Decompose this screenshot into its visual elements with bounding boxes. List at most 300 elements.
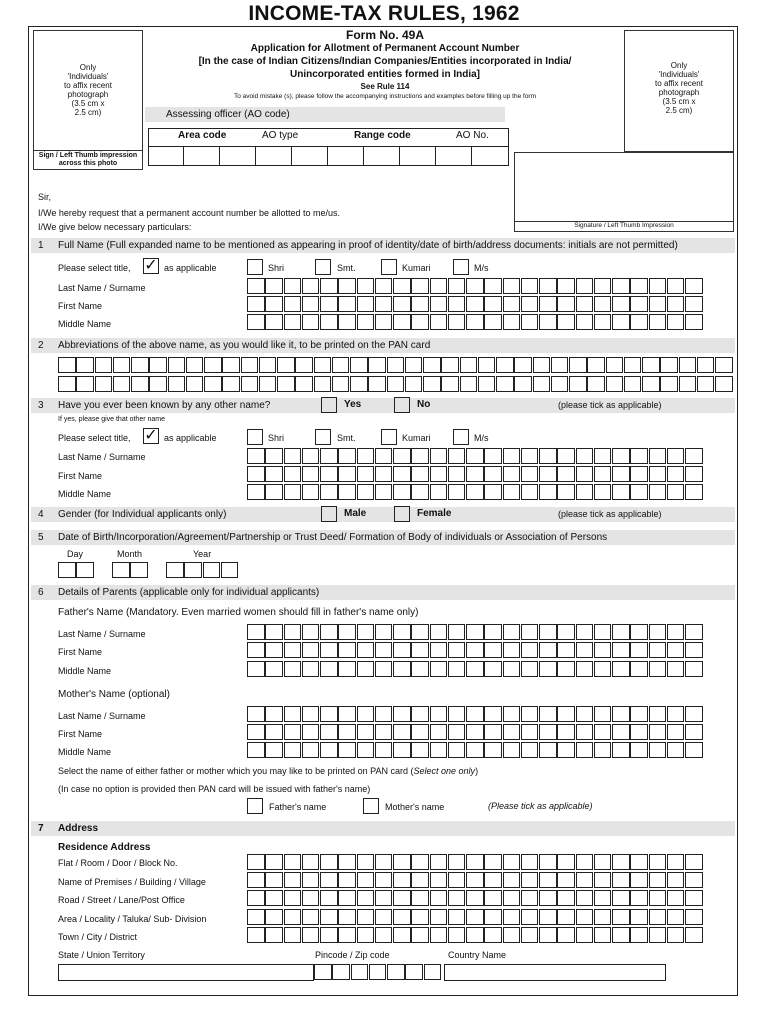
section7-premises-input[interactable] — [247, 872, 703, 888]
char-cell[interactable] — [203, 562, 221, 578]
char-cell[interactable] — [484, 642, 502, 658]
char-cell[interactable] — [612, 706, 630, 722]
char-cell[interactable] — [314, 964, 332, 980]
char-cell[interactable] — [430, 642, 448, 658]
char-cell[interactable] — [184, 562, 202, 578]
char-cell[interactable] — [369, 964, 387, 980]
char-cell[interactable] — [247, 927, 265, 943]
char-cell[interactable] — [594, 448, 612, 464]
char-cell[interactable] — [569, 376, 587, 392]
char-cell[interactable] — [484, 724, 502, 740]
char-cell[interactable] — [448, 706, 466, 722]
char-cell[interactable] — [557, 484, 575, 500]
char-cell[interactable] — [357, 724, 375, 740]
char-cell[interactable] — [375, 448, 393, 464]
char-cell[interactable] — [667, 642, 685, 658]
char-cell[interactable] — [685, 314, 703, 330]
char-cell[interactable] — [649, 854, 667, 870]
char-cell[interactable] — [265, 642, 283, 658]
char-cell[interactable] — [375, 927, 393, 943]
char-cell[interactable] — [393, 484, 411, 500]
char-cell[interactable] — [466, 296, 484, 312]
char-cell[interactable] — [204, 376, 222, 392]
ao-code-cell[interactable] — [184, 146, 220, 166]
char-cell[interactable] — [466, 872, 484, 888]
section6-father-middle-name-input[interactable] — [247, 661, 703, 677]
char-cell[interactable] — [302, 742, 320, 758]
char-cell[interactable] — [484, 278, 502, 294]
char-cell[interactable] — [265, 448, 283, 464]
char-cell[interactable] — [302, 466, 320, 482]
char-cell[interactable] — [667, 706, 685, 722]
char-cell[interactable] — [685, 742, 703, 758]
char-cell[interactable] — [113, 357, 131, 373]
char-cell[interactable] — [478, 376, 496, 392]
ao-code-cell[interactable] — [256, 146, 292, 166]
char-cell[interactable] — [357, 890, 375, 906]
section3-middle-name-input[interactable] — [247, 484, 703, 500]
char-cell[interactable] — [679, 376, 697, 392]
char-cell[interactable] — [484, 661, 502, 677]
char-cell[interactable] — [351, 964, 369, 980]
char-cell[interactable] — [521, 314, 539, 330]
char-cell[interactable] — [667, 890, 685, 906]
char-cell[interactable] — [503, 854, 521, 870]
char-cell[interactable] — [594, 927, 612, 943]
section6-fathers-name-checkbox[interactable] — [247, 798, 263, 814]
char-cell[interactable] — [594, 872, 612, 888]
char-cell[interactable] — [284, 890, 302, 906]
char-cell[interactable] — [222, 376, 240, 392]
char-cell[interactable] — [612, 296, 630, 312]
char-cell[interactable] — [642, 357, 660, 373]
char-cell[interactable] — [521, 927, 539, 943]
char-cell[interactable] — [557, 890, 575, 906]
char-cell[interactable] — [612, 624, 630, 640]
char-cell[interactable] — [557, 661, 575, 677]
char-cell[interactable] — [649, 642, 667, 658]
char-cell[interactable] — [612, 466, 630, 482]
char-cell[interactable] — [430, 890, 448, 906]
char-cell[interactable] — [430, 624, 448, 640]
section6-father-last-name-input[interactable] — [247, 624, 703, 640]
char-cell[interactable] — [302, 314, 320, 330]
section3-title-smt-checkbox[interactable] — [315, 429, 331, 445]
char-cell[interactable] — [350, 376, 368, 392]
char-cell[interactable] — [466, 706, 484, 722]
char-cell[interactable] — [466, 927, 484, 943]
char-cell[interactable] — [533, 357, 551, 373]
char-cell[interactable] — [277, 357, 295, 373]
char-cell[interactable] — [630, 909, 648, 925]
char-cell[interactable] — [576, 927, 594, 943]
char-cell[interactable] — [320, 466, 338, 482]
char-cell[interactable] — [375, 624, 393, 640]
char-cell[interactable] — [320, 909, 338, 925]
char-cell[interactable] — [594, 314, 612, 330]
char-cell[interactable] — [448, 872, 466, 888]
char-cell[interactable] — [357, 872, 375, 888]
char-cell[interactable] — [112, 562, 130, 578]
char-cell[interactable] — [338, 278, 356, 294]
char-cell[interactable] — [484, 872, 502, 888]
char-cell[interactable] — [557, 314, 575, 330]
char-cell[interactable] — [357, 484, 375, 500]
char-cell[interactable] — [387, 964, 405, 980]
char-cell[interactable] — [667, 314, 685, 330]
section1-first-name-input[interactable] — [247, 296, 703, 312]
char-cell[interactable] — [503, 484, 521, 500]
char-cell[interactable] — [302, 854, 320, 870]
char-cell[interactable] — [576, 624, 594, 640]
char-cell[interactable] — [685, 278, 703, 294]
char-cell[interactable] — [357, 909, 375, 925]
char-cell[interactable] — [539, 484, 557, 500]
char-cell[interactable] — [484, 624, 502, 640]
char-cell[interactable] — [594, 742, 612, 758]
char-cell[interactable] — [503, 724, 521, 740]
char-cell[interactable] — [612, 909, 630, 925]
char-cell[interactable] — [302, 724, 320, 740]
char-cell[interactable] — [649, 484, 667, 500]
char-cell[interactable] — [503, 314, 521, 330]
char-cell[interactable] — [221, 562, 239, 578]
char-cell[interactable] — [685, 890, 703, 906]
char-cell[interactable] — [411, 642, 429, 658]
char-cell[interactable] — [265, 890, 283, 906]
char-cell[interactable] — [320, 742, 338, 758]
char-cell[interactable] — [338, 661, 356, 677]
char-cell[interactable] — [320, 706, 338, 722]
char-cell[interactable] — [411, 872, 429, 888]
char-cell[interactable] — [265, 742, 283, 758]
ao-code-cell[interactable] — [292, 146, 328, 166]
char-cell[interactable] — [685, 484, 703, 500]
char-cell[interactable] — [466, 448, 484, 464]
char-cell[interactable] — [332, 964, 350, 980]
char-cell[interactable] — [375, 706, 393, 722]
char-cell[interactable] — [405, 376, 423, 392]
char-cell[interactable] — [338, 466, 356, 482]
char-cell[interactable] — [58, 357, 76, 373]
char-cell[interactable] — [660, 357, 678, 373]
char-cell[interactable] — [302, 278, 320, 294]
signature-box[interactable] — [514, 152, 734, 232]
char-cell[interactable] — [186, 357, 204, 373]
char-cell[interactable] — [338, 448, 356, 464]
char-cell[interactable] — [448, 742, 466, 758]
char-cell[interactable] — [338, 890, 356, 906]
char-cell[interactable] — [630, 484, 648, 500]
char-cell[interactable] — [375, 466, 393, 482]
section7-pincode-input[interactable] — [314, 964, 442, 980]
char-cell[interactable] — [667, 742, 685, 758]
char-cell[interactable] — [247, 278, 265, 294]
photo-box-left[interactable] — [33, 30, 143, 170]
char-cell[interactable] — [320, 872, 338, 888]
char-cell[interactable] — [503, 296, 521, 312]
char-cell[interactable] — [259, 376, 277, 392]
char-cell[interactable] — [76, 562, 94, 578]
char-cell[interactable] — [265, 624, 283, 640]
char-cell[interactable] — [649, 909, 667, 925]
char-cell[interactable] — [521, 854, 539, 870]
char-cell[interactable] — [393, 927, 411, 943]
char-cell[interactable] — [247, 724, 265, 740]
char-cell[interactable] — [587, 376, 605, 392]
ao-code-cell[interactable] — [328, 146, 364, 166]
photo-box-right[interactable] — [624, 30, 734, 152]
char-cell[interactable] — [484, 909, 502, 925]
char-cell[interactable] — [204, 357, 222, 373]
char-cell[interactable] — [466, 278, 484, 294]
char-cell[interactable] — [685, 724, 703, 740]
char-cell[interactable] — [314, 357, 332, 373]
char-cell[interactable] — [649, 927, 667, 943]
char-cell[interactable] — [247, 624, 265, 640]
char-cell[interactable] — [630, 642, 648, 658]
char-cell[interactable] — [265, 706, 283, 722]
char-cell[interactable] — [284, 661, 302, 677]
char-cell[interactable] — [466, 890, 484, 906]
char-cell[interactable] — [569, 357, 587, 373]
char-cell[interactable] — [357, 706, 375, 722]
char-cell[interactable] — [265, 927, 283, 943]
char-cell[interactable] — [503, 642, 521, 658]
char-cell[interactable] — [539, 706, 557, 722]
char-cell[interactable] — [247, 448, 265, 464]
char-cell[interactable] — [557, 742, 575, 758]
section3-first-name-input[interactable] — [247, 466, 703, 482]
char-cell[interactable] — [460, 376, 478, 392]
char-cell[interactable] — [576, 724, 594, 740]
char-cell[interactable] — [630, 742, 648, 758]
char-cell[interactable] — [430, 724, 448, 740]
char-cell[interactable] — [521, 624, 539, 640]
char-cell[interactable] — [393, 706, 411, 722]
char-cell[interactable] — [368, 357, 386, 373]
char-cell[interactable] — [685, 927, 703, 943]
char-cell[interactable] — [557, 872, 575, 888]
char-cell[interactable] — [247, 642, 265, 658]
char-cell[interactable] — [484, 296, 502, 312]
char-cell[interactable] — [411, 706, 429, 722]
char-cell[interactable] — [357, 296, 375, 312]
section7-country-input[interactable] — [444, 964, 666, 981]
char-cell[interactable] — [576, 314, 594, 330]
char-cell[interactable] — [320, 314, 338, 330]
char-cell[interactable] — [557, 466, 575, 482]
char-cell[interactable] — [576, 448, 594, 464]
char-cell[interactable] — [424, 964, 442, 980]
char-cell[interactable] — [503, 448, 521, 464]
char-cell[interactable] — [357, 466, 375, 482]
char-cell[interactable] — [448, 724, 466, 740]
char-cell[interactable] — [430, 278, 448, 294]
char-cell[interactable] — [448, 854, 466, 870]
char-cell[interactable] — [265, 278, 283, 294]
char-cell[interactable] — [393, 854, 411, 870]
char-cell[interactable] — [411, 624, 429, 640]
char-cell[interactable] — [411, 484, 429, 500]
char-cell[interactable] — [630, 314, 648, 330]
char-cell[interactable] — [338, 624, 356, 640]
char-cell[interactable] — [685, 854, 703, 870]
char-cell[interactable] — [411, 661, 429, 677]
char-cell[interactable] — [649, 724, 667, 740]
char-cell[interactable] — [667, 909, 685, 925]
char-cell[interactable] — [284, 296, 302, 312]
char-cell[interactable] — [649, 624, 667, 640]
char-cell[interactable] — [576, 484, 594, 500]
section7-state-input[interactable] — [58, 964, 314, 981]
char-cell[interactable] — [393, 742, 411, 758]
char-cell[interactable] — [630, 466, 648, 482]
char-cell[interactable] — [411, 296, 429, 312]
char-cell[interactable] — [594, 466, 612, 482]
char-cell[interactable] — [503, 661, 521, 677]
char-cell[interactable] — [302, 448, 320, 464]
char-cell[interactable] — [284, 742, 302, 758]
char-cell[interactable] — [168, 357, 186, 373]
char-cell[interactable] — [612, 872, 630, 888]
char-cell[interactable] — [503, 624, 521, 640]
char-cell[interactable] — [649, 314, 667, 330]
char-cell[interactable] — [630, 872, 648, 888]
char-cell[interactable] — [612, 927, 630, 943]
char-cell[interactable] — [576, 296, 594, 312]
char-cell[interactable] — [594, 296, 612, 312]
char-cell[interactable] — [302, 642, 320, 658]
char-cell[interactable] — [387, 357, 405, 373]
char-cell[interactable] — [375, 742, 393, 758]
char-cell[interactable] — [411, 466, 429, 482]
char-cell[interactable] — [284, 278, 302, 294]
char-cell[interactable] — [630, 661, 648, 677]
char-cell[interactable] — [58, 376, 76, 392]
char-cell[interactable] — [551, 376, 569, 392]
char-cell[interactable] — [667, 448, 685, 464]
char-cell[interactable] — [539, 642, 557, 658]
char-cell[interactable] — [685, 909, 703, 925]
char-cell[interactable] — [247, 314, 265, 330]
section5-month-input[interactable] — [112, 562, 149, 578]
section3-yes-checkbox[interactable] — [321, 397, 337, 413]
char-cell[interactable] — [594, 854, 612, 870]
char-cell[interactable] — [338, 314, 356, 330]
char-cell[interactable] — [630, 890, 648, 906]
char-cell[interactable] — [76, 357, 94, 373]
char-cell[interactable] — [533, 376, 551, 392]
char-cell[interactable] — [284, 448, 302, 464]
char-cell[interactable] — [357, 854, 375, 870]
char-cell[interactable] — [448, 448, 466, 464]
char-cell[interactable] — [624, 376, 642, 392]
char-cell[interactable] — [284, 484, 302, 500]
char-cell[interactable] — [594, 724, 612, 740]
char-cell[interactable] — [649, 706, 667, 722]
char-cell[interactable] — [320, 296, 338, 312]
char-cell[interactable] — [265, 724, 283, 740]
char-cell[interactable] — [265, 872, 283, 888]
char-cell[interactable] — [576, 872, 594, 888]
char-cell[interactable] — [606, 376, 624, 392]
section1-title-kumari-checkbox[interactable] — [381, 259, 397, 275]
char-cell[interactable] — [576, 661, 594, 677]
char-cell[interactable] — [338, 642, 356, 658]
ao-code-cell[interactable] — [400, 146, 436, 166]
char-cell[interactable] — [393, 872, 411, 888]
char-cell[interactable] — [393, 466, 411, 482]
char-cell[interactable] — [375, 661, 393, 677]
char-cell[interactable] — [247, 706, 265, 722]
char-cell[interactable] — [466, 854, 484, 870]
char-cell[interactable] — [357, 448, 375, 464]
char-cell[interactable] — [484, 890, 502, 906]
char-cell[interactable] — [441, 376, 459, 392]
section7-flat-input[interactable] — [247, 854, 703, 870]
char-cell[interactable] — [503, 872, 521, 888]
char-cell[interactable] — [484, 484, 502, 500]
char-cell[interactable] — [521, 642, 539, 658]
char-cell[interactable] — [58, 562, 76, 578]
char-cell[interactable] — [375, 724, 393, 740]
char-cell[interactable] — [521, 724, 539, 740]
char-cell[interactable] — [320, 724, 338, 740]
char-cell[interactable] — [265, 466, 283, 482]
char-cell[interactable] — [393, 890, 411, 906]
char-cell[interactable] — [630, 296, 648, 312]
char-cell[interactable] — [521, 872, 539, 888]
char-cell[interactable] — [521, 466, 539, 482]
char-cell[interactable] — [338, 484, 356, 500]
char-cell[interactable] — [697, 376, 715, 392]
char-cell[interactable] — [302, 296, 320, 312]
char-cell[interactable] — [302, 909, 320, 925]
char-cell[interactable] — [375, 278, 393, 294]
char-cell[interactable] — [685, 872, 703, 888]
char-cell[interactable] — [539, 909, 557, 925]
char-cell[interactable] — [430, 872, 448, 888]
char-cell[interactable] — [667, 927, 685, 943]
char-cell[interactable] — [667, 724, 685, 740]
char-cell[interactable] — [411, 927, 429, 943]
char-cell[interactable] — [411, 278, 429, 294]
char-cell[interactable] — [284, 872, 302, 888]
section7-area-input[interactable] — [247, 909, 703, 925]
char-cell[interactable] — [576, 706, 594, 722]
section3-title-kumari-checkbox[interactable] — [381, 429, 397, 445]
char-cell[interactable] — [642, 376, 660, 392]
char-cell[interactable] — [539, 448, 557, 464]
char-cell[interactable] — [630, 724, 648, 740]
char-cell[interactable] — [630, 927, 648, 943]
char-cell[interactable] — [557, 854, 575, 870]
char-cell[interactable] — [612, 724, 630, 740]
char-cell[interactable] — [393, 661, 411, 677]
char-cell[interactable] — [624, 357, 642, 373]
char-cell[interactable] — [667, 624, 685, 640]
char-cell[interactable] — [660, 376, 678, 392]
char-cell[interactable] — [284, 909, 302, 925]
char-cell[interactable] — [332, 357, 350, 373]
char-cell[interactable] — [503, 909, 521, 925]
char-cell[interactable] — [667, 661, 685, 677]
section5-day-input[interactable] — [58, 562, 95, 578]
char-cell[interactable] — [649, 466, 667, 482]
char-cell[interactable] — [284, 927, 302, 943]
char-cell[interactable] — [594, 706, 612, 722]
